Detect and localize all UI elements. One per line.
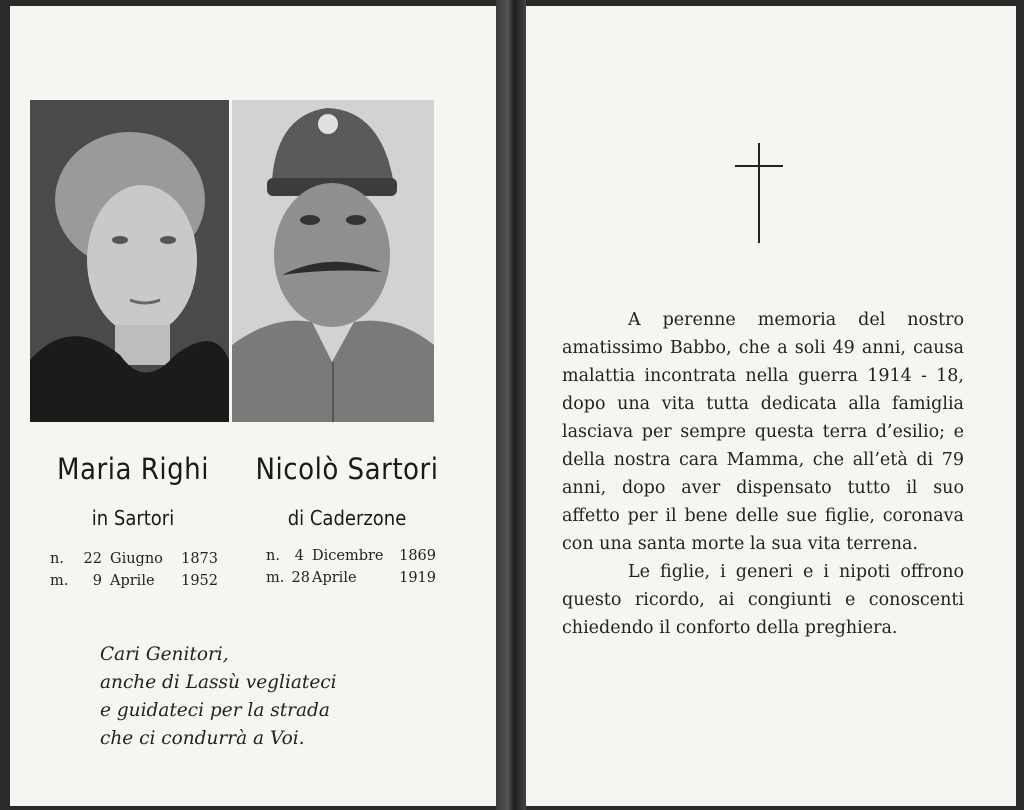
born-month: Giugno xyxy=(110,551,163,567)
portrait-man xyxy=(232,100,434,422)
woman-portrait-drawing xyxy=(30,100,229,422)
woman-subtitle: in Sartori xyxy=(91,506,175,530)
man-dates xyxy=(266,545,438,589)
woman-died-row xyxy=(50,570,220,592)
poem-line: Cari Genitori, xyxy=(100,644,229,665)
died-year: 1919 xyxy=(399,570,436,586)
man-died-row xyxy=(266,567,438,589)
man-portrait-drawing xyxy=(232,100,434,422)
died-month: Aprile xyxy=(110,573,155,589)
woman-name: Maria Righi xyxy=(57,452,209,486)
born-day: 4 xyxy=(294,548,304,564)
poem-line: e guidateci per la strada xyxy=(100,700,330,721)
died-prefix: m. xyxy=(50,573,69,589)
born-prefix: n. xyxy=(266,548,280,564)
latin-cross-icon xyxy=(735,143,783,243)
born-month: Dicembre xyxy=(312,548,384,564)
born-year: 1869 xyxy=(399,548,436,564)
died-year: 1952 xyxy=(181,573,218,589)
memorial-paragraph-2: Le figlie, i generi e i nipoti offrono questo ricordo, ai congiunti e conoscenti chiedendo il conforto della preghiera. xyxy=(562,562,964,638)
memorial-paragraph-1: A perenne memoria del nostro amatissimo Babbo, che a soli 49 anni, causa malattia incontrata nella guerra 1914 - 18, dopo una vita tutta dedicata alla famiglia lasciava per sempre questa terra d’esilio; e della nostra cara Mamma, che all’età di 79 anni, dopo aver dispensato tutto il suo affetto per il bene delle sue figlie, coronava con una santa morte la sua vita terrena. xyxy=(562,310,964,554)
poem-line: che ci condurrà a Voi. xyxy=(100,728,305,749)
died-day: 9 xyxy=(92,573,102,589)
died-month: Aprile xyxy=(312,570,357,586)
died-day: 28 xyxy=(291,570,310,586)
born-day: 22 xyxy=(83,551,102,567)
woman-born-row xyxy=(50,548,220,570)
man-name: Nicolò Sartori xyxy=(255,452,439,486)
woman-dates xyxy=(50,548,220,592)
card-fold xyxy=(496,0,526,810)
born-year: 1873 xyxy=(181,551,218,567)
man-born-row xyxy=(266,545,438,567)
man-subtitle: di Caderzone xyxy=(287,506,407,530)
dedication-poem xyxy=(100,641,337,753)
died-prefix: m. xyxy=(266,570,285,586)
poem-line: anche di Lassù vegliateci xyxy=(100,672,337,693)
portrait-woman xyxy=(30,100,229,422)
born-prefix: n. xyxy=(50,551,64,567)
memorial-text xyxy=(562,306,964,642)
